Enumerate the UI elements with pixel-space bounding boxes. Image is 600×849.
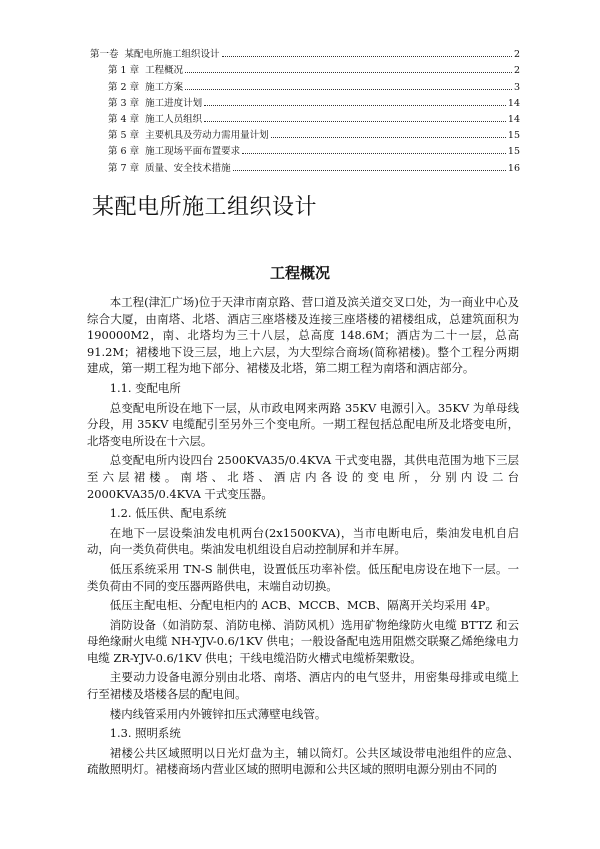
toc-entry[interactable] (90, 93, 520, 109)
paragraph: 低压系统采用 TN-S 制供电，设置低压功率补偿。低压配电房设在地下一层。一类负荷由不同的变压器两路供电，末端自动切换。 (87, 561, 519, 593)
paragraph: 主要动力设备电源分别由北塔、南塔、酒店内的电气竖井，用密集母排或电缆上行至裙楼及塔楼各层的配电间。 (87, 670, 519, 702)
toc-leader (204, 121, 506, 122)
toc-page-number: 15 (507, 146, 520, 158)
paragraph: 本工程(津汇广场)位于天津市南京路、营口道及滨关道交叉口处，为一商业中心及综合大厦，由南塔、北塔、酒店三座塔楼及连接三座塔楼的裙楼组成，总建筑面积为 190000M2，南、北塔均为三十八层，总高度 148.6M；酒店为二十一层，总高 91.2M；裙楼地下设三层，地上六层，为大型综合商场(简称裙楼)。整个工程分两期建成，第一期工程为地下部分、裙楼及北塔，第二期工程为南塔和酒店部分。 (87, 295, 519, 376)
toc-page-number: 2 (513, 65, 520, 77)
paragraph: 消防设备（如消防泵、消防电梯、消防风机）选用矿物绝缘防火电缆 BTTZ 和云母绝缘耐火电缆 NH-YJV-0.6/1KV 供电；一般设备配电选用阻燃交联聚乙烯绝缘电力电缆 ZR-YJV-0.6/1KV 供电；干线电缆沿防火槽式电缆桥架敷设。 (87, 617, 519, 665)
subsection-heading: 1.3. 照明系统 (109, 726, 181, 741)
toc-entry[interactable] (90, 141, 520, 157)
toc-number: 第 7 章 (108, 162, 140, 174)
toc-page-number: 14 (507, 113, 520, 125)
toc-page-number: 2 (513, 49, 520, 61)
body-text (87, 294, 519, 781)
subsection-heading: 1.2. 低压供、配电系统 (109, 506, 227, 521)
toc-title: 质量、安全技术措施 (145, 162, 231, 174)
toc-entry[interactable] (90, 76, 520, 92)
section-heading: 工程概况 (269, 264, 330, 282)
toc-page-number: 3 (513, 81, 520, 93)
toc-number: 第 4 章 (108, 113, 140, 125)
toc-title: 施工人员组织 (145, 113, 203, 125)
toc-number: 第 3 章 (108, 97, 140, 109)
toc-number: 第 6 章 (108, 146, 140, 158)
toc-leader (185, 72, 512, 73)
toc-page-number: 14 (507, 97, 520, 109)
document-title: 某配电所施工组织设计 (92, 195, 318, 220)
paragraph: 总变配电所设在地下一层，从市政电网来两路 35KV 电源引入。35KV 为单母线分段，用 35KV 电缆配引至另外三个变电所。一期工程包括总配电所及北塔变电所，北塔变电所设在十六层。 (87, 400, 519, 448)
paragraph: 裙楼公共区域照明以日光灯盘为主，辅以筒灯。公共区域设带电池组件的应急、疏散照明灯。裙楼商场内营业区域的照明电源和公共区域的照明电源分别由不同的 (87, 745, 519, 777)
toc-title: 施工现场平面布置要求 (145, 146, 241, 158)
paragraph: 楼内线管采用内外镀锌扣压式薄壁电线管。 (109, 706, 327, 721)
toc-title: 某配电所施工组织设计 (124, 49, 220, 61)
paragraph: 总变配电所内设四台 2500KVA35/0.4KVA 干式变电器，其供电范围为地下三层至六层裙楼。南塔、北塔、酒店内各设的变电所，分别内设二台 2000KVA35/0.4KVA 干式变压器。 (87, 453, 519, 501)
toc-number: 第 2 章 (108, 81, 140, 93)
toc-page-number: 16 (507, 162, 520, 174)
toc-entry[interactable] (90, 44, 520, 60)
toc-entry[interactable] (90, 125, 520, 141)
toc-leader (242, 153, 506, 154)
toc-number: 第 1 章 (108, 65, 140, 77)
toc-leader (233, 170, 506, 171)
toc-title: 施工进度计划 (145, 97, 203, 109)
toc-number: 第 5 章 (108, 130, 140, 142)
toc-page-number: 15 (507, 130, 520, 142)
subsection-heading: 1.1. 变配电所 (109, 380, 181, 395)
toc-entry[interactable] (90, 157, 520, 173)
toc-title: 主要机具及劳动力需用量计划 (145, 130, 269, 142)
paragraph: 低压主配电柜、分配电柜内的 ACB、MCCB、MCB、隔离开关均采用 4P。 (109, 598, 497, 613)
toc-title: 施工方案 (145, 81, 184, 93)
paragraph: 在地下一层设柴油发电机两台(2x1500KVA)，当市电断电后，柴油发电机自启动，向一类负荷供电。柴油发电机组设自启动控制屏和并车屏。 (87, 525, 519, 557)
toc-leader (271, 137, 506, 138)
toc-leader (185, 89, 512, 90)
toc-entry[interactable] (90, 109, 520, 125)
toc-leader (222, 56, 512, 57)
toc-number: 第一卷 (90, 49, 119, 61)
toc-entry[interactable] (90, 60, 520, 76)
toc-title: 工程概况 (145, 65, 184, 77)
table-of-contents (90, 44, 520, 174)
toc-leader (204, 105, 506, 106)
